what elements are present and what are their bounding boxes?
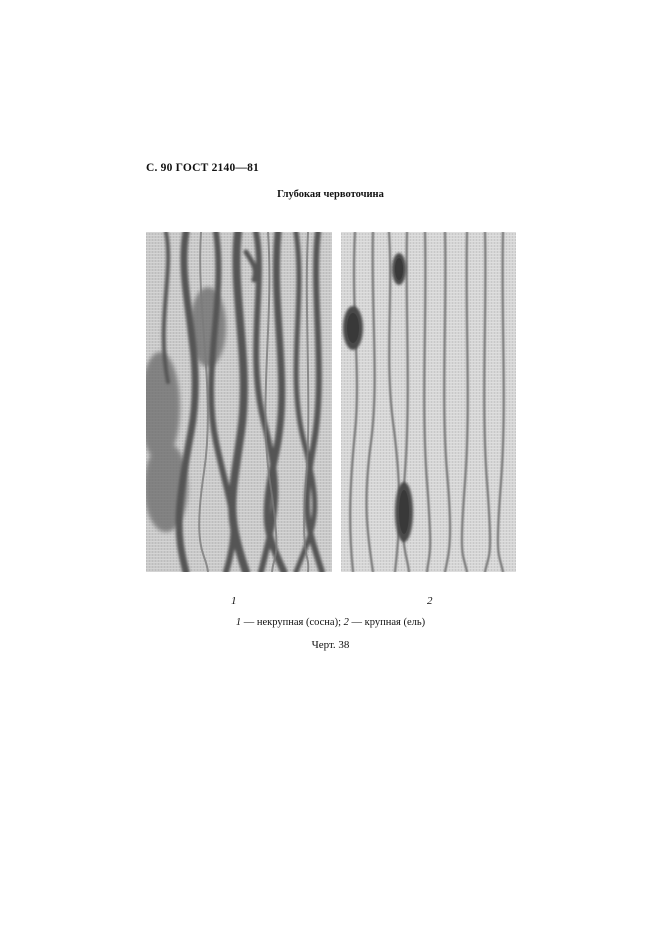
photo-label-2: 2: [427, 595, 433, 607]
caption-number-1: 1: [235, 617, 242, 628]
caption-text-1: — некрупная (сосна);: [241, 617, 344, 628]
photo-spruce-large-wormhole: [341, 232, 516, 572]
photo-label-1: 1: [231, 595, 237, 607]
figure-title: Глубокая червоточина: [277, 189, 384, 200]
figure-number: Черт. 38: [311, 639, 350, 651]
photo-pine-small-wormhole: [146, 232, 332, 572]
page-header: С. 90 ГОСТ 2140—81: [146, 162, 259, 174]
caption-number-2: 2: [343, 617, 349, 628]
figure-caption: [0, 617, 661, 628]
caption-text-2: — крупная (ель): [348, 617, 426, 628]
